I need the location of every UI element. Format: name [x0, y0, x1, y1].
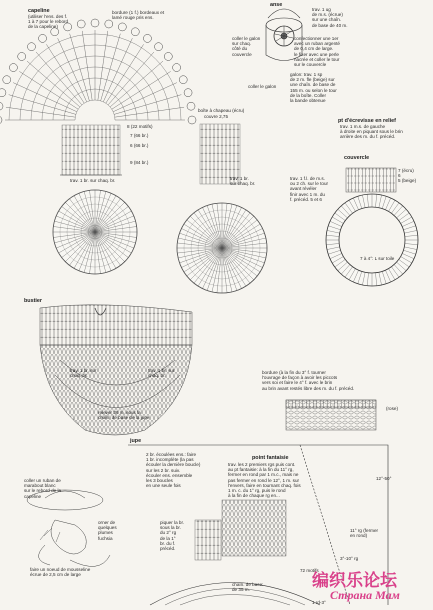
capeline-loop: [9, 64, 17, 72]
capeline-loop: [173, 64, 181, 72]
capeline-bordure: bordure (1 f.) bordeaux et lamé rouge pris ens.: [112, 10, 165, 21]
jupe-deg2: 11° rg (fermer en rond): [350, 528, 379, 539]
capeline-spoke: [58, 38, 87, 102]
watermark-cn: 编织乐论坛: [312, 571, 397, 591]
couvercle-legend: 7 (écru) 6 5 (beige): [398, 168, 417, 184]
capeline-loop: [155, 43, 163, 51]
capeline-title: capeline: [28, 8, 50, 14]
couvercle-strip: [346, 168, 396, 192]
point-fantaisie-text: trav. les 2 premiers rgs puis cont. au pt fantaisie: à la fin du 11° rg, fermer en rond par 1 m.c., mais ne pas fermer en rond le 12°, 1 m. sur l'envers, faire en tournant chaq. fois 1 m. c. du 1° rg, puis le rond à la fin de chaque rg en...: [228, 462, 301, 499]
capeline-row-8: 8 (22 motifs): [127, 124, 153, 129]
capeline-loop: [187, 102, 195, 110]
capeline-note: (utiliser l'ens. des f. 1 à 7 pour le rebord de la capeline): [28, 14, 69, 30]
capeline-row-7: 7 (66 br.): [130, 133, 149, 138]
capeline-loop: [184, 89, 192, 97]
jupe-bordure-mesure: (rose): [386, 406, 398, 411]
bustier-trav2: trav. 1 br. sur chaq. br.: [148, 368, 175, 379]
jupe-orner-note: orner de quelques plumes fuchsia: [98, 520, 117, 541]
capeline-loop: [188, 116, 196, 124]
couvercle-ring-note: 7 à 4°: L sur toile: [360, 256, 395, 261]
capeline-row-6: 6 (66 br.): [130, 143, 149, 148]
ecrevisse-title: pt d'écrevisse en relief: [338, 118, 396, 124]
boite-title: boîte à chapeau (écru): [198, 108, 245, 113]
capeline-loop: [118, 23, 126, 31]
bustier-releve: relever 36 m. sous la chaîn. de base de la jupe: [98, 410, 150, 421]
capeline-loop: [143, 34, 151, 42]
point-fantaisie-grid: [222, 500, 286, 556]
ecrevisse-text: trav. 1 m.s. de gauche à droite en piquant sous le brin arrière des m. du f. précéd.: [340, 124, 403, 140]
capeline-spoke: [9, 95, 76, 115]
anse-coller2: coller le galon: [248, 84, 277, 89]
capeline-spoke: [101, 34, 121, 101]
capeline-loop: [0, 102, 3, 110]
capeline-spoke: [70, 34, 90, 101]
capeline-loop: [0, 89, 6, 97]
jupe-motifs: 72 motifs: [300, 568, 319, 573]
capeline-loop: [39, 34, 47, 42]
anse-text: trav. 1 ug de m.s. (écrue) sur une chaîn. de base de 40 m.: [312, 7, 348, 28]
jupe-ruban-note: coller un ruban de marabout blanc sur le rebord de la capeline: [24, 478, 62, 499]
capeline-diagram: [0, 19, 196, 124]
capeline-loop: [3, 76, 11, 84]
capeline-loop: [131, 28, 139, 36]
capeline-rows-grid: [60, 125, 122, 175]
capeline-loop: [27, 43, 35, 51]
capeline-spoke: [103, 38, 132, 102]
capeline-spoke: [114, 95, 181, 115]
couvercle-title: couvercle: [344, 155, 370, 161]
boite-grid: [200, 124, 240, 184]
jupe-deg3: 3°-10° rg: [340, 556, 359, 561]
anse-galon: galon: trav. 1 sp de 2 m. fle (beige) sur une chaîn. de base de 155 m. ou selon le tour de la boîte. Coller la bande obtenue: [290, 72, 337, 104]
circle-diagrams: [53, 190, 418, 293]
capeline-loop: [179, 76, 187, 84]
capeline-loop: [18, 52, 26, 60]
point-fantaisie-title: point fantaisie: [252, 455, 289, 461]
jupe-text: 2 br. écoulées ens.: faire 1 br. incomplète (la pas écouler la dernière boucle) sur les 2 br. suiv. écouler ens. ensemble les 3 boucles en une seule fois: [146, 452, 201, 489]
jupe-bordure-strip: [286, 400, 376, 430]
anse-carton: confectionner une 1er avec un ruban argenté de 0,4 cm de large. le fixer avec une perle nacrée et coller le tour sur le couvercle: [294, 36, 340, 68]
boite-sub: couvre 2,75: [204, 114, 229, 119]
jupe-deg1: 12°-50°: [376, 476, 392, 481]
jupe-title: jupe: [130, 438, 142, 444]
watermark-bottom: 1 rd-3°: [312, 600, 326, 605]
watermark-ru: Страна Мам: [330, 588, 400, 602]
bustier-trav1: trav. 1 br. sur chaq. br.: [70, 368, 97, 379]
bustier-title: bustier: [24, 298, 42, 304]
jupe-chainette: chaîn. de base: de 35 m.: [232, 582, 264, 593]
capeline-loop: [164, 52, 172, 60]
couvercle-ring-inner: [339, 207, 405, 273]
jupe-noeud-note: faire un noeud de mousseline écrue de 2,5 cm de large: [30, 567, 91, 578]
couvercle-trav-note: trav. 1 f.l. de m.s. ou 2 ch. sur le tour avant révéler finir avec 1 m. du f. précéd. 5 et 6: [290, 176, 329, 202]
boite-trav-note: trav. 1 br. sur chaq. br.: [230, 176, 256, 187]
capeline-loop: [0, 116, 2, 124]
jupe-piquer-note: piquer la br. sous la br. du 2° rg de la 1° br. du f. précéd.: [160, 520, 185, 552]
capeline-loop: [105, 20, 113, 28]
jupe-bordure-text: bordure (à la fin du 3° f. tourner l'ouvrage de façon à avoir les piccots vers soi et faire le 4° f. avec le brin au brin avant restés libre des m. du f. précéd.: [262, 370, 355, 391]
anse-coller: coller le galon sur chaq. côté du couvercle: [232, 36, 261, 57]
capeline-trav-note: trav. 1 br. sur chaq. br.: [70, 178, 116, 183]
anse-title: anse: [270, 2, 283, 8]
capeline-spoke: [113, 83, 177, 112]
capeline-arc: [75, 100, 115, 120]
capeline-spoke: [13, 83, 77, 112]
capeline-row-9: 9 (84 br.): [130, 160, 149, 165]
